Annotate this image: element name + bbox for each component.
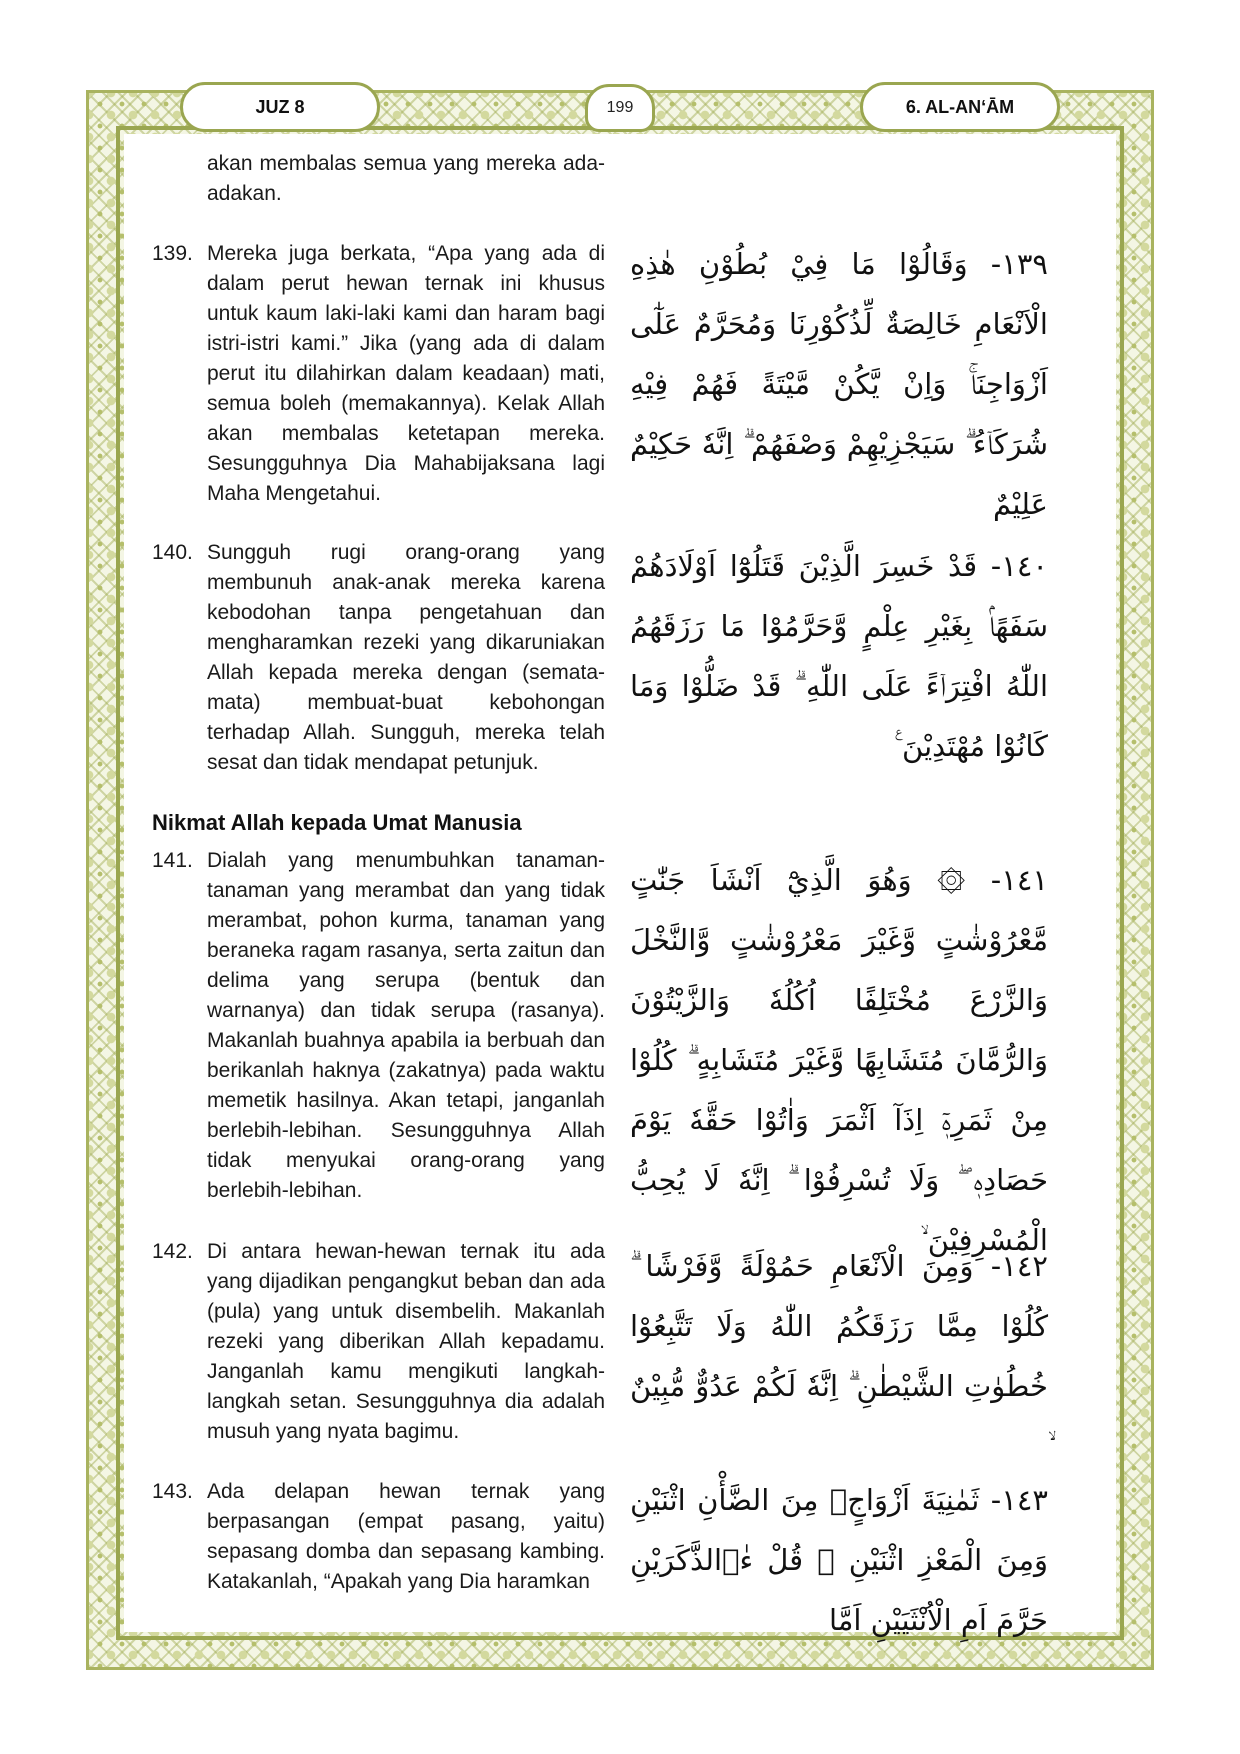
verse-text: Ada delapan hewan ternak yang berpasangan (empat pasang, yaitu) sepasang domba dan sepasang kambing. Katakanlah, “Apakah yang Dia haramkan bbox=[207, 1480, 605, 1593]
verse-139-translation bbox=[152, 239, 605, 509]
verse-text: Di antara hewan-hewan ternak itu ada yang dijadikan pengangkut beban dan ada (pula) yang untuk disembelih. Makanlah rezeki yang diberikan Allah kepadamu. Janganlah kamu mengikuti langkah-langkah setan. Sesungguhnya dia adalah musuh yang nyata bagimu. bbox=[207, 1240, 605, 1443]
verse-number: 143. bbox=[152, 1480, 193, 1503]
verse-142-arabic: ١٤٢- وَمِنَ الْاَنْعَامِ حَمُوْلَةً وَّفَرْشًا ۗ كُلُوْا مِمَّا رَزَقَكُمُ اللّٰهُ وَلَا تَتَّبِعُوْا خُطُوٰتِ الشَّيْطٰنِ ۗ اِنَّهٗ لَكُمْ عَدُوٌّ مُّبِيْنٌ bbox=[630, 1249, 1048, 1403]
juz-label: JUZ 8 bbox=[180, 82, 380, 132]
verse-number: 141. bbox=[152, 849, 193, 872]
verse-142-translation bbox=[152, 1237, 605, 1447]
verse-number: 142. bbox=[152, 1240, 193, 1263]
verse-141-translation bbox=[152, 846, 605, 1206]
surah-label: 6. AL-AN‘ĀM bbox=[860, 82, 1060, 132]
verse-text: Mereka juga berkata, “Apa yang ada di dalam perut hewan ternak ini khusus untuk kaum laki-laki kami dan haram bagi istri-istri kami.” Jika (yang ada di dalam perut itu dilahirkan dalam keadaan) mati, semua boleh (memakannya). Kelak Allah akan membalas ketetapan mereka. Sesungguhnya Dia Mahabijaksana lagi Maha Mengetahui. bbox=[207, 242, 605, 505]
verse-text: Sungguh rugi orang-orang yang membunuh anak-anak mereka karena kebodohan tanpa pengetahuan dan mengharamkan rezeki yang dikaruniakan Allah kepada mereka dengan (semata-mata) membuat-buat kebohongan terhadap Allah. Sungguh, mereka telah sesat dan tidak mendapat petunjuk. bbox=[207, 541, 605, 774]
verse-140-arabic: ١٤٠- قَدْ خَسِرَ الَّذِيْنَ قَتَلُوْٓا اَوْلَادَهُمْ سَفَهًاۢ بِغَيْرِ عِلْمٍ وَّحَرَّمُوْا مَا رَزَقَهُمُ اللّٰهُ افْتِرَاۤءً عَلَى اللّٰهِ ۗ قَدْ ضَلُّوْا وَمَا كَانُوْا مُهْتَدِيْنَ ࣖ bbox=[630, 549, 1048, 763]
verse-143-translation bbox=[152, 1477, 605, 1597]
verse-140-translation bbox=[152, 538, 605, 778]
verse-143-arabic: ١٤٣- ثَمٰنِيَةَ اَزْوَاجٍۚ مِنَ الضَّأْنِ اثْنَيْنِ وَمِنَ الْمَعْزِ اثْنَيْنِ ۗ قُلْ ءٰۤالذَّكَرَيْنِ حَرَّمَ اَمِ الْاُنْثَيَيْنِ اَمَّا bbox=[630, 1483, 1048, 1637]
verse-number: 139. bbox=[152, 242, 193, 265]
verse-text: Dialah yang menumbuhkan tanaman-tanaman yang merambat dan yang tidak merambat, pohon kurma, tanaman yang beraneka ragam rasanya, serta zaitun dan delima yang serupa (bentuk dan warnanya) dan tidak serupa (rasanya). Makanlah buahnya apabila ia berbuah dan berikanlah haknya (zakatnya) pada waktu memetik hasilnya. Akan tetapi, janganlah berlebih-lebihan. Sesungguhnya Allah tidak menyukai orang-orang yang berlebih-lebihan. bbox=[207, 849, 605, 1202]
verse-continuation-text: akan membalas semua yang mereka ada-adakan. bbox=[207, 152, 605, 205]
page-number: 199 bbox=[585, 84, 655, 132]
section-heading: Nikmat Allah kepada Umat Manusia bbox=[152, 810, 522, 835]
verse-141-arabic: ١٤١- ۞ وَهُوَ الَّذِيْٓ اَنْشَاَ جَنّٰتٍ مَّعْرُوْشٰتٍ وَّغَيْرَ مَعْرُوْشٰتٍ وَّالنَّخْلَ وَالزَّرْعَ مُخْتَلِفًا اُكُلُهٗ وَالزَّيْتُوْنَ وَالرُّمَّانَ مُتَشَابِهًا وَّغَيْرَ مُتَشَابِهٍ ۗ كُلُوْا مِنْ ثَمَرِهٖٓ اِذَآ اَثْمَرَ وَاٰتُوْا حَقَّهٗ يَوْمَ حَصَادِهٖ ۖ وَلَا تُسْرِفُوْا ۗ اِنَّهٗ لَا يُحِبُّ الْمُسْرِفِيْنَ ۙ bbox=[630, 863, 1048, 1257]
verse-number: 140. bbox=[152, 541, 193, 564]
verse-139-arabic: ١٣٩- وَقَالُوْا مَا فِيْ بُطُوْنِ هٰذِهِ الْاَنْعَامِ خَالِصَةٌ لِّذُكُوْرِنَا وَمُحَرَّمٌ عَلٰٓى اَزْوَاجِنَاۚ وَاِنْ يَّكُنْ مَّيْتَةً فَهُمْ فِيْهِ شُرَكَاۤءُ ۗ سَيَجْزِيْهِمْ وَصْفَهُمْ ۗ اِنَّهٗ حَكِيْمٌ عَلِيْمٌ bbox=[630, 247, 1048, 521]
verse-continuation bbox=[152, 149, 605, 209]
